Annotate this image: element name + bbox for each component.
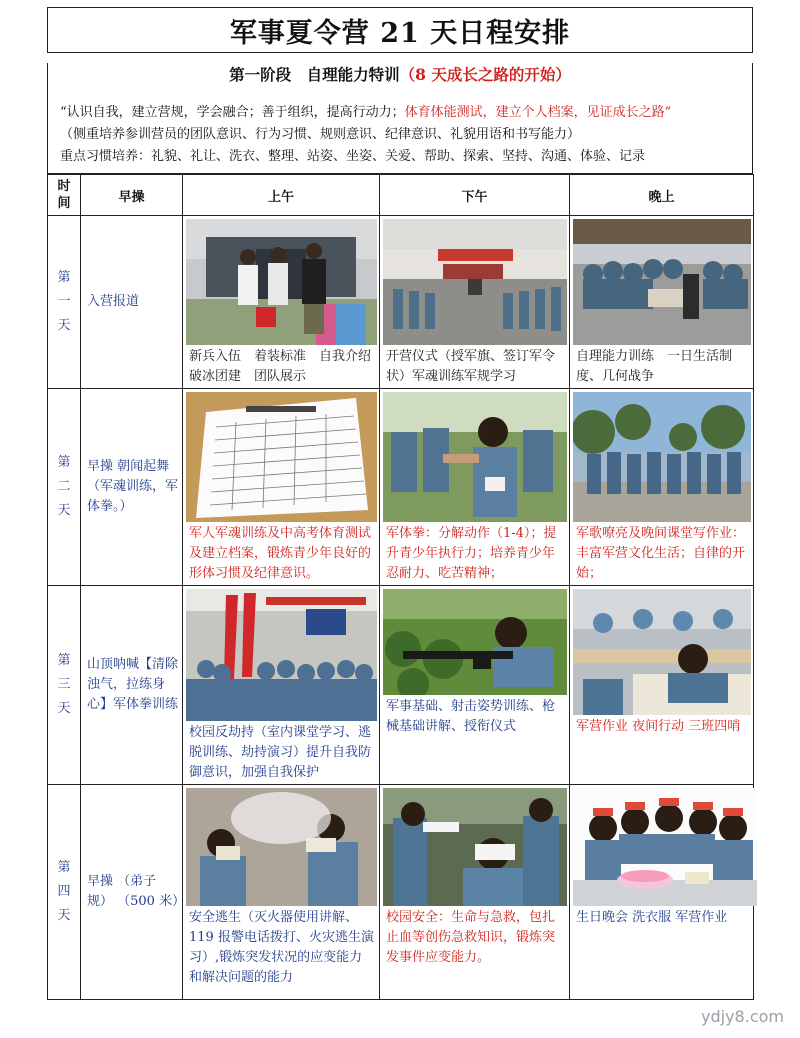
am-caption: 安全逃生（灭火器使用讲解、119 报警电话拨打、火灾逃生演习）,锻炼突发状况的应变能力和解决问题的能力 <box>189 910 374 985</box>
day-char: 四 <box>57 884 71 899</box>
self-care-training-photo <box>573 219 751 345</box>
pm-caption-text: 军体拳：分解动作（1-4）；提升青少年执行力；培养青少年忍耐力、吃苦精神； <box>386 526 557 581</box>
fitness-record-sheet-photo <box>186 392 377 522</box>
pm-cell <box>380 785 570 1000</box>
exercise-text: 山顶呐喊【清除浊气，拉练身心】军体拳训练 <box>87 657 179 712</box>
day-label <box>48 586 81 785</box>
birthday-party-photo <box>573 788 757 906</box>
evening-cell <box>570 216 754 389</box>
stage-subtitle: （8 天成长之路的开始） <box>399 65 571 84</box>
table-row <box>48 586 754 785</box>
fire-escape-drill-photo <box>186 788 377 906</box>
pm-caption: 开营仪式（授军旗、签订军令状）军魂训练军规学习 <box>386 349 556 384</box>
am-cell <box>183 389 380 586</box>
header-am: 上午 <box>183 175 380 216</box>
exercise-cell <box>81 389 183 586</box>
anti-hijack-class-photo <box>186 589 377 721</box>
day-char: 天 <box>57 503 71 518</box>
exercise-cell <box>81 785 186 1000</box>
pm-cell <box>380 389 570 586</box>
marching-song-photo <box>573 392 751 522</box>
homework-study-photo <box>573 589 751 715</box>
evening-cell <box>570 389 754 586</box>
shooting-posture-photo <box>383 589 567 695</box>
opening-ceremony-photo <box>383 219 567 345</box>
title-box <box>47 7 753 53</box>
header-day: 时间 <box>48 175 81 216</box>
am-cell <box>183 586 380 785</box>
table-row <box>48 785 754 1000</box>
day-char: 天 <box>57 908 71 923</box>
header-exercise: 早操 <box>81 175 183 216</box>
pm-cell <box>380 216 570 389</box>
header-row <box>48 175 754 216</box>
pm-cell <box>380 586 570 785</box>
intro-focus: （侧重培养参训营员的团队意识、行为习惯、规则意识、纪律意识、礼貌用语和书写能力） <box>60 127 581 142</box>
schedule-document <box>47 7 753 1000</box>
intro-motto <box>60 101 748 120</box>
evening-caption: 军营作业 夜间行动 三班四哨 <box>576 719 741 734</box>
pm-caption: 军事基础、射击姿势训练、枪械基础讲解、授衔仪式 <box>386 699 556 734</box>
day-char: 天 <box>57 318 71 333</box>
exercise-cell <box>81 586 183 785</box>
day-label <box>48 389 81 586</box>
day-char: 一 <box>57 294 71 309</box>
table-row <box>48 216 754 389</box>
am-cell <box>183 785 380 1000</box>
day-char: 天 <box>57 701 71 716</box>
day-char: 三 <box>57 677 71 692</box>
header-pm: 下午 <box>380 175 570 216</box>
exercise-text: 入营报道 <box>87 294 140 309</box>
evening-cell <box>570 586 754 785</box>
day-char: 二 <box>57 479 71 494</box>
am-cell <box>183 216 385 389</box>
am-caption: 军人军魂训练及中高考体育测试及建立档案，锻炼青少年良好的形体习惯及纪律意识。 <box>189 526 372 581</box>
header-evening: 晚上 <box>570 175 754 216</box>
recruits-arriving-photo <box>186 219 377 345</box>
stage-title: 第一阶段 自理能力特训 <box>229 65 400 84</box>
stage-heading <box>48 63 752 85</box>
first-aid-training-photo <box>383 788 567 906</box>
motto-red: 体育体能测试，建立个人档案，见证成长之路” <box>404 105 672 120</box>
day-char: 第 <box>57 653 71 668</box>
watermark: ydjy8.com <box>701 1007 784 1026</box>
intro-habits: 重点习惯培养：礼貌、礼让、洗衣、整理、站姿、坐姿、关爱、帮助、探索、坚持、沟通、体验、记录 <box>60 149 646 164</box>
schedule-table <box>47 174 754 1000</box>
military-boxing-photo <box>383 392 567 522</box>
day-char: 第 <box>57 860 71 875</box>
intro-section <box>47 63 753 174</box>
pm-caption <box>380 522 569 584</box>
day-label <box>48 785 81 1000</box>
exercise-text: 早操 朝闻起舞（军魂训练，军体拳。） <box>87 459 179 514</box>
motto-black: “认识自我，建立营规，学会融合；善于组织，提高行动力； <box>60 105 405 120</box>
evening-caption: 生日晚会 洗衣服 军营作业 <box>576 910 728 925</box>
table-row <box>48 389 754 586</box>
am-caption: 校园反劫持（室内课堂学习、逃脱训练、劫持演习）提升自我防御意识，加强自我保护 <box>189 725 372 780</box>
evening-caption: 自理能力训练 一日生活制度、几何战争 <box>576 349 733 384</box>
exercise-text: 早操 （弟子规） （500 米） <box>87 874 186 909</box>
page-title: 军事夏令营 21 天日程安排 <box>229 17 571 49</box>
pm-caption: 校园安全：生命与急救，包扎止血等创伤急救知识，锻炼突发事件应变能力。 <box>386 910 556 965</box>
evening-caption: 军歌嘹亮及晚间课堂写作业：丰富军营文化生活；自律的开始； <box>576 526 746 581</box>
day-char: 第 <box>57 455 71 470</box>
day-char: 第 <box>57 270 71 285</box>
day-label <box>48 216 81 389</box>
evening-cell <box>570 785 754 1000</box>
exercise-cell <box>81 216 183 389</box>
am-caption: 新兵入伍 着装标准 自我介绍 破冰团建 团队展示 <box>189 349 385 384</box>
